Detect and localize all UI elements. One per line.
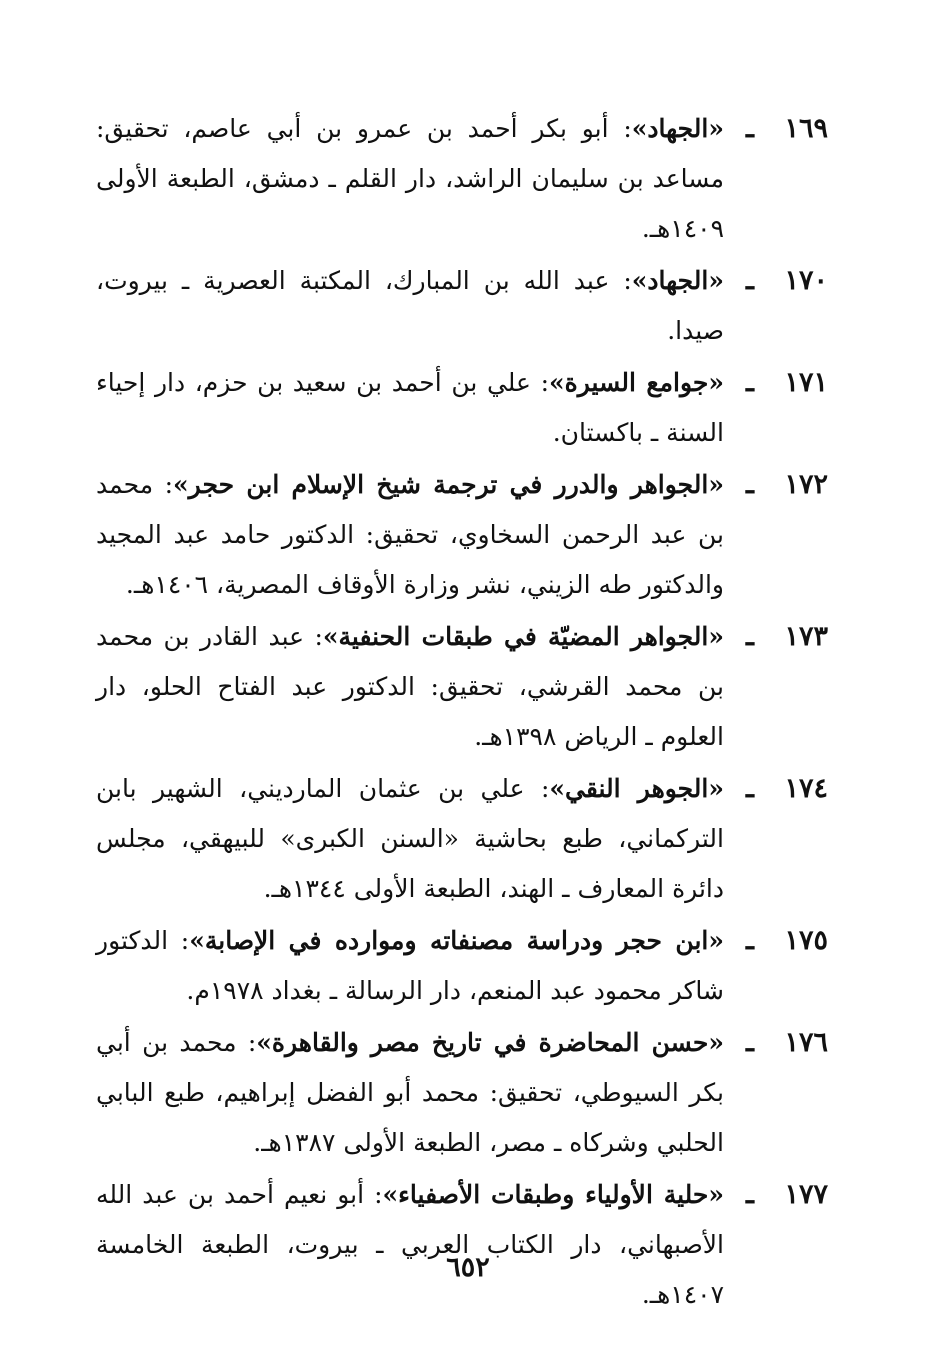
entry-number: ١٧٢	[784, 469, 828, 500]
entry-title: «الجهاد»	[631, 114, 724, 143]
entry-title: «جوامع السيرة»	[549, 368, 724, 397]
entry-dash: ـ	[746, 773, 754, 804]
entry-details: : عبد القادر بن محمد بن محمد القرشي، تحقيق: الدكتور عبد الفتاح الحلو، دار العلوم ـ الرياض ١٣٩٨هـ.	[96, 622, 724, 751]
entry-number: ١٧٤	[784, 773, 828, 804]
entry-dash: ـ	[746, 265, 754, 296]
entry-details: : الدكتور شاكر محمود عبد المنعم، دار الرسالة ـ بغداد ١٩٧٨م.	[96, 926, 724, 1005]
entry-number-column	[724, 1018, 828, 1068]
bibliography-entry	[96, 104, 828, 254]
bibliography-entry	[96, 916, 828, 1016]
bibliography-entry	[96, 1170, 828, 1320]
entry-text	[96, 358, 724, 458]
entry-text	[96, 916, 724, 1016]
entry-dash: ـ	[746, 469, 754, 500]
entry-number-column	[724, 764, 828, 814]
entry-title: «الجواهر المضيّة في طبقات الحنفية»	[322, 622, 724, 651]
entry-details: : علي بن عثمان المارديني، الشهير بابن التركماني، طبع بحاشية «السنن الكبرى» للبيهقي، مجلس دائرة المعارف ـ الهند، الطبعة الأولى ١٣٤٤هـ.	[96, 774, 724, 903]
entry-details: : عبد الله بن المبارك، المكتبة العصرية ـ بيروت، صيدا.	[96, 266, 724, 345]
entry-details: : علي بن أحمد بن سعيد بن حزم، دار إحياء السنة ـ باكستان.	[96, 368, 724, 447]
bibliography-entry	[96, 256, 828, 356]
entry-dash: ـ	[746, 621, 754, 652]
bibliography-entry	[96, 612, 828, 762]
entry-details: : أبو نعيم أحمد بن عبد الله الأصبهاني، دار الكتاب العربي ـ بيروت، الطبعة الخامسة ١٤٠٧هـ.	[96, 1180, 724, 1309]
entry-number-column	[724, 104, 828, 154]
entry-text	[96, 612, 724, 762]
bibliography-entry	[96, 460, 828, 610]
entry-title: «الجهاد»	[631, 266, 724, 295]
entry-number-column	[724, 460, 828, 510]
entry-text	[96, 764, 724, 914]
entry-text	[96, 1018, 724, 1168]
entry-dash: ـ	[746, 925, 754, 956]
entry-title: «حسن المحاضرة في تاريخ مصر والقاهرة»	[256, 1028, 724, 1057]
entry-number: ١٧٦	[784, 1027, 828, 1058]
entry-number: ١٧٣	[784, 621, 828, 652]
page-number: ٦٥٢	[446, 1252, 490, 1283]
entry-number-column	[724, 256, 828, 306]
entry-number-column	[724, 916, 828, 966]
entry-text	[96, 460, 724, 610]
entry-number-column	[724, 612, 828, 662]
entry-title: «الجواهر والدرر في ترجمة شيخ الإسلام ابن حجر»	[173, 470, 724, 499]
entry-number: ١٧٧	[784, 1179, 828, 1210]
entry-dash: ـ	[746, 1027, 754, 1058]
entry-text	[96, 104, 724, 254]
entry-number: ١٧٥	[784, 925, 828, 956]
entry-title: «حلية الأولياء وطبقات الأصفياء»	[382, 1180, 724, 1209]
entry-number: ١٦٩	[784, 113, 828, 144]
entry-dash: ـ	[746, 1179, 754, 1210]
bibliography-entry	[96, 764, 828, 914]
entry-details: : محمد بن أبي بكر السيوطي، تحقيق: محمد أبو الفضل إبراهيم، طبع البابي الحلبي وشركاه ـ مصر، الطبعة الأولى ١٣٨٧هـ.	[96, 1028, 724, 1157]
entry-details: : محمد بن عبد الرحمن السخاوي، تحقيق: الدكتور حامد عبد المجيد والدكتور طه الزيني، نشر وزارة الأوقاف المصرية، ١٤٠٦هـ.	[96, 470, 724, 599]
entry-number-column	[724, 1170, 828, 1220]
entry-title: «ابن حجر ودراسة مصنفاته وموارده في الإصابة»	[189, 926, 724, 955]
entry-details: : أبو بكر أحمد بن عمرو بن أبي عاصم، تحقيق: مساعد بن سليمان الراشد، دار القلم ـ دمشق، الطبعة الأولى ١٤٠٩هـ.	[96, 114, 724, 243]
bibliography-entry	[96, 1018, 828, 1168]
entry-dash: ـ	[746, 113, 754, 144]
entry-number: ١٧١	[784, 367, 828, 398]
bibliography-list	[96, 104, 828, 1322]
entry-text	[96, 256, 724, 356]
entry-title: «الجوهر النقي»	[549, 774, 724, 803]
entry-text	[96, 1170, 724, 1320]
entry-number-column	[724, 358, 828, 408]
entry-number: ١٧٠	[784, 265, 828, 296]
entry-dash: ـ	[746, 367, 754, 398]
bibliography-entry	[96, 358, 828, 458]
